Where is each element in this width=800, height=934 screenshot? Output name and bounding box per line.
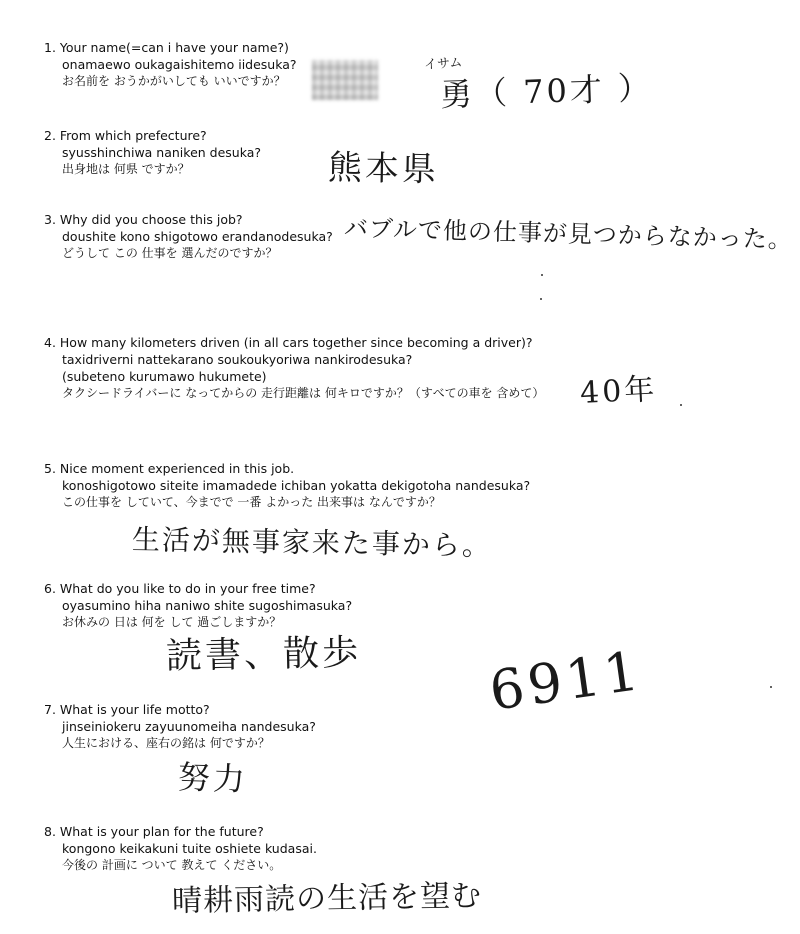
question-8-japanese: 今後の 計画に ついて 教えて ください。 <box>62 858 282 872</box>
scan-speck <box>770 686 772 688</box>
question-1-romaji: onamaewo oukagaishitemo iidesuka? <box>62 57 297 72</box>
question-1-japanese: お名前を おうかがいしても いいですか？ <box>62 74 286 88</box>
question-1 <box>44 39 297 90</box>
scan-speck <box>540 298 542 300</box>
question-1-english: 1. Your name(=can i have your name?) <box>44 40 289 55</box>
answer-4-distance: 40年 <box>579 371 659 411</box>
scan-speck <box>680 404 682 406</box>
question-6-japanese: お休みの 日は 何を して 過ごしますか？ <box>62 615 282 629</box>
answer-3-reason: バブルで他の仕事が見つからなかった。 <box>343 214 794 254</box>
question-3 <box>44 211 333 262</box>
question-5-english: 5. Nice moment experienced in this job. <box>44 461 295 476</box>
question-2-romaji: syusshinchiwa naniken desuka? <box>62 145 262 160</box>
question-5 <box>44 460 530 511</box>
question-5-japanese: この仕事を していて、今までで 一番 よかった 出来事は なんですか？ <box>62 495 441 509</box>
question-7-romaji: jinseiniokeru zayuunomeiha nandesuka? <box>62 719 316 734</box>
side-mark: 6911 <box>485 638 647 723</box>
question-8 <box>44 823 317 874</box>
answer-6-free-time: 読書、散歩 <box>165 632 362 677</box>
question-4-english: 4. How many kilometers driven (in all cars together since becoming a driver)? <box>44 335 533 350</box>
question-4-romaji-note: (subeteno kurumawo hukumete) <box>62 369 267 384</box>
answer-1-furigana: イサム <box>423 55 463 73</box>
question-6-english: 6. What do you like to do in your free time? <box>44 581 316 596</box>
question-4 <box>44 334 544 402</box>
question-2-japanese: 出身地は 何県 ですか？ <box>62 162 190 176</box>
question-7-japanese: 人生における、座右の銘は 何ですか？ <box>62 736 270 750</box>
answer-2-prefecture: 熊本県 <box>327 148 440 190</box>
question-7-english: 7. What is your life motto? <box>44 702 210 717</box>
question-8-english: 8. What is your plan for the future? <box>44 824 264 839</box>
answer-7-motto: 努力 <box>177 758 249 799</box>
answer-5-moment: 生活が無事家来た事から。 <box>131 523 493 563</box>
question-2-english: 2. From which prefecture? <box>44 128 207 143</box>
question-4-japanese: タクシードライバーに なってからの 走行距離は 何キロですか？（すべての車を 含めて） <box>62 386 545 400</box>
question-6 <box>44 580 352 631</box>
question-7 <box>44 701 316 752</box>
redacted-surname <box>312 60 378 100</box>
question-5-romaji: konoshigotowo siteite imamadede ichiban yokatta dekigotoha nandesuka? <box>62 478 531 493</box>
question-3-romaji: doushite kono shigotowo erandanodesuka? <box>62 229 333 244</box>
scan-speck <box>541 274 543 276</box>
question-4-romaji: taxidriverni nattekarano soukoukyoriwa nankirodesuka? <box>62 352 413 367</box>
answer-1-name: 勇（ 70才 ） <box>439 68 654 114</box>
question-8-romaji: kongono keikakuni tuite oshiete kudasai. <box>62 841 317 856</box>
question-3-japanese: どうして この 仕事を 選んだのですか？ <box>62 246 278 260</box>
question-2 <box>44 127 261 178</box>
answer-8-plan: 晴耕雨読の生活を望む <box>171 878 483 919</box>
question-6-romaji: oyasumino hiha naniwo shite sugoshimasuka? <box>62 598 353 613</box>
question-3-english: 3. Why did you choose this job? <box>44 212 243 227</box>
